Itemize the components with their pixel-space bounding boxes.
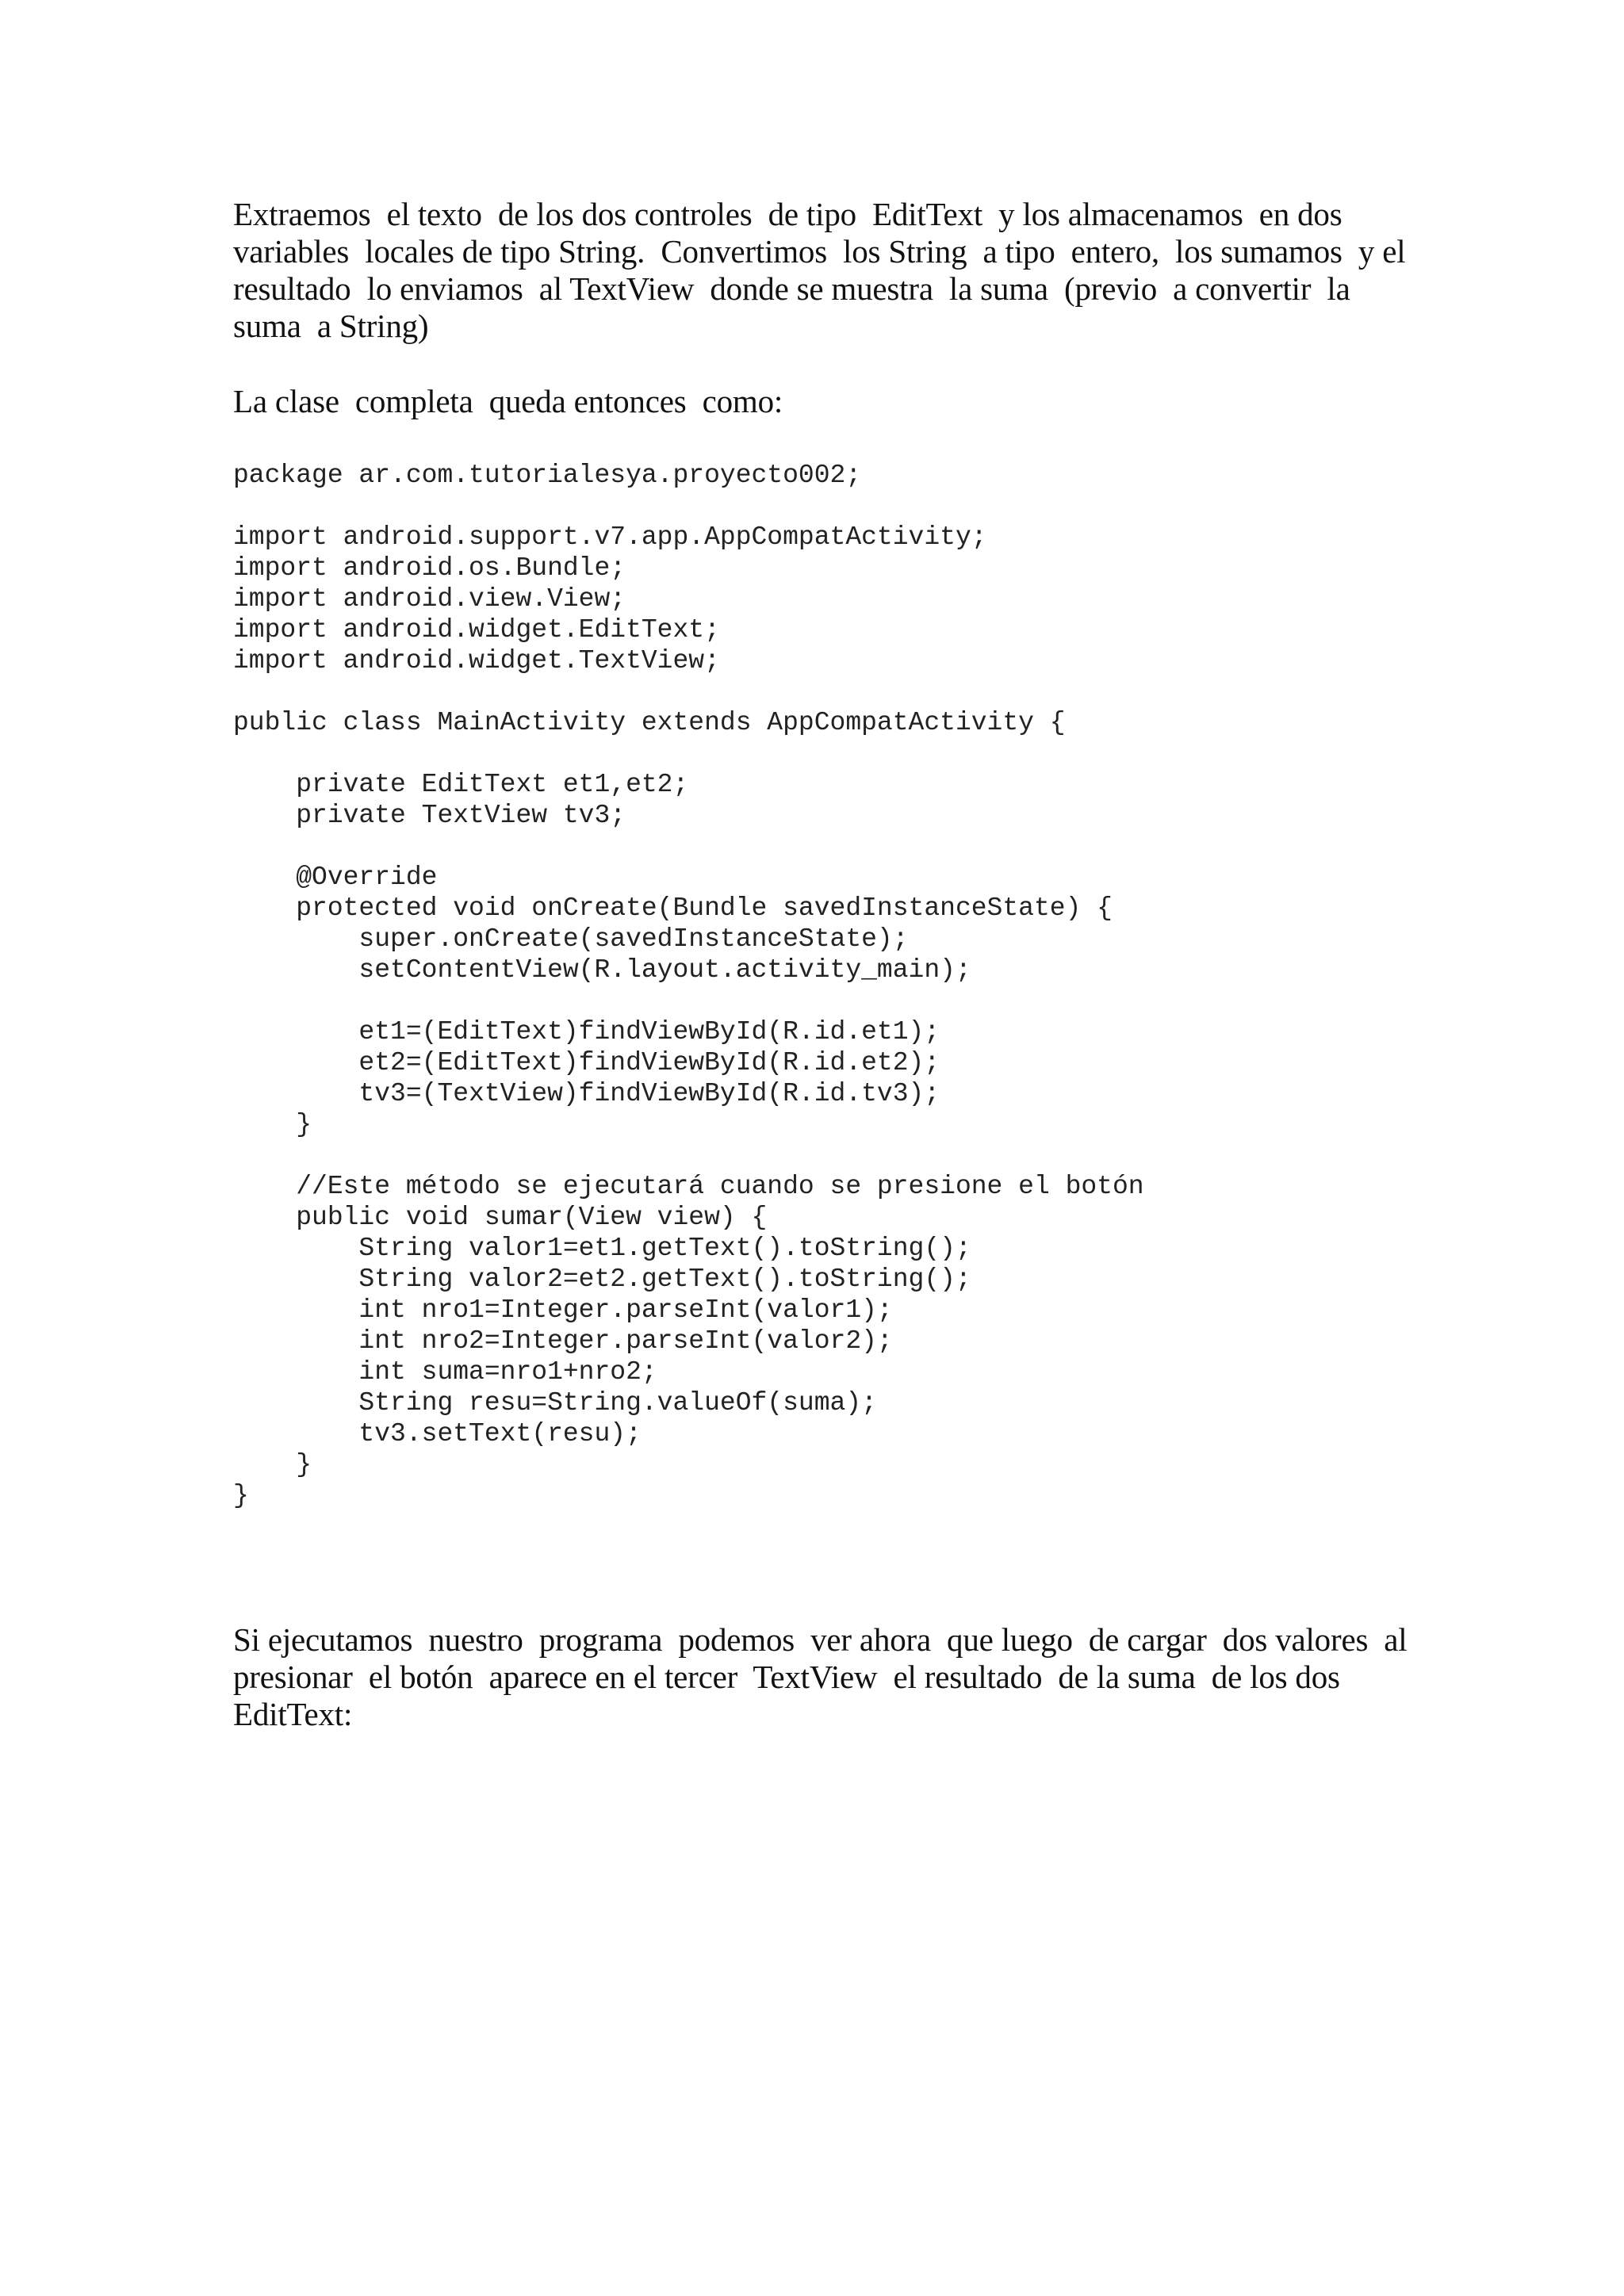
code-line: protected void onCreate(Bundle savedInstanceState) { (233, 894, 1113, 923)
code-line: et2=(EditText)findViewById(R.id.et2); (233, 1048, 940, 1077)
code-line: int nro1=Integer.parseInt(valor1); (233, 1295, 893, 1325)
code-line: private TextView tv3; (233, 801, 626, 830)
code-line: } (233, 1110, 312, 1139)
code-line: String valor1=et1.getText().toString(); (233, 1234, 971, 1263)
code-line: import android.support.v7.app.AppCompatActivity; (233, 522, 987, 552)
code-line: package ar.com.tutorialesya.proyecto002; (233, 461, 862, 490)
code-line: import android.widget.EditText; (233, 615, 720, 645)
code-line: setContentView(R.layout.activity_main); (233, 955, 971, 985)
result-paragraph-line: Si ejecutamos nuestro programa podemos ver ahora que luego de cargar dos valores al (233, 1621, 1408, 1658)
code-line: } (233, 1450, 312, 1479)
intro-paragraph-line: resultado lo enviamos al TextView donde se muestra la suma (previo a convertir la (233, 270, 1350, 307)
result-paragraph-line: presionar el botón aparece en el tercer TextView el resultado de la suma de los dos (233, 1659, 1340, 1695)
intro-paragraph-line: suma a String) (233, 308, 429, 344)
code-line: int suma=nro1+nro2; (233, 1357, 657, 1387)
code-line: import android.view.View; (233, 584, 626, 614)
code-line: } (233, 1481, 249, 1510)
code-line: tv3=(TextView)findViewById(R.id.tv3); (233, 1079, 940, 1108)
code-line: public void sumar(View view) { (233, 1203, 768, 1232)
code-line: int nro2=Integer.parseInt(valor2); (233, 1326, 893, 1356)
code-line: String valor2=et2.getText().toString(); (233, 1265, 971, 1294)
code-line: @Override (233, 863, 438, 892)
code-line: //Este método se ejecutará cuando se presione el botón (233, 1172, 1144, 1201)
code-line: public class MainActivity extends AppCompatActivity { (233, 708, 1066, 737)
intro-paragraph-line: variables locales de tipo String. Convertimos los String a tipo entero, los sumamos y el (233, 233, 1406, 270)
class-intro-paragraph: La clase completa queda entonces como: (233, 383, 783, 419)
code-line: String resu=String.valueOf(suma); (233, 1388, 877, 1418)
intro-paragraph-line: Extraemos el texto de los dos controles de tipo EditText y los almacenamos en dos (233, 196, 1342, 232)
code-line: super.onCreate(savedInstanceState); (233, 924, 909, 954)
code-line: tv3.setText(resu); (233, 1419, 642, 1448)
code-line: import android.widget.TextView; (233, 646, 720, 675)
code-line: private EditText et1,et2; (233, 770, 689, 799)
code-line: et1=(EditText)findViewById(R.id.et1); (233, 1017, 940, 1047)
code-line: import android.os.Bundle; (233, 553, 626, 583)
result-paragraph-line: EditText: (233, 1696, 353, 1732)
